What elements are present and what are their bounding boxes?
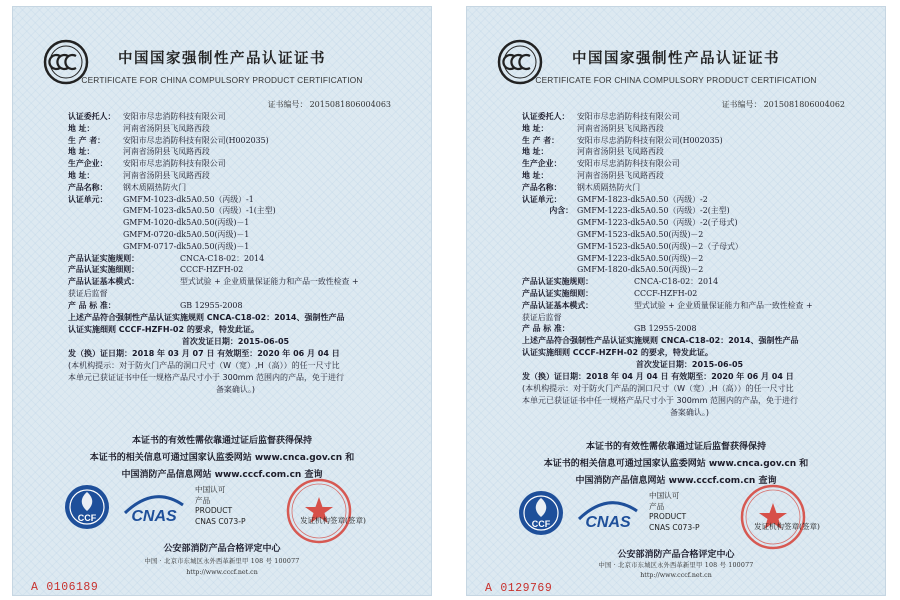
certificate-title-en: CERTIFICATE FOR CHINA COMPULSORY PRODUCT CERTIFICATION xyxy=(81,75,363,85)
first-issue-date: 首次发证日期：2015-06-05 xyxy=(635,360,744,370)
certificate-right xyxy=(466,6,886,596)
serial-number: A 0106189 xyxy=(31,581,99,594)
validity-line-2: 本证书的相关信息可通过国家认监委网站 www.cnca.gov.cn 和 xyxy=(89,453,355,463)
field-label: 产品名称： xyxy=(68,182,108,192)
certificate-title-en: CERTIFICATE FOR CHINA COMPULSORY PRODUCT CERTIFICATION xyxy=(535,75,817,85)
field-value: 河南省汤阴县飞凤路西段 xyxy=(577,170,664,180)
certificate-number-value: 2015081806004062 xyxy=(763,100,845,109)
certificate-body xyxy=(68,111,403,396)
field-label: 生产企业： xyxy=(68,159,108,169)
note-line-3: 备案确认。) xyxy=(215,384,256,394)
field-impl-detail xyxy=(68,264,403,276)
field-label: 生产企业： xyxy=(522,159,562,169)
field-unit-1 xyxy=(68,194,403,206)
field-label: 产 品 标 准： xyxy=(68,300,116,310)
field-value: 安阳市尽忠消防科技有限公司 xyxy=(577,112,680,121)
field-label: 产品认证实施规则： xyxy=(68,253,140,263)
certificate-body xyxy=(522,111,857,419)
cccf-link[interactable]: www.cccf.com.cn xyxy=(214,470,302,480)
field-producer-address xyxy=(522,146,857,158)
field-value: 河南省汤阴县飞凤路西段 xyxy=(577,147,664,157)
field-value: CCCF-HZFH-02 xyxy=(634,288,698,298)
validity-statement xyxy=(13,433,431,484)
unit-item: GMFM-1523-dk5A0.50(丙级)－2 xyxy=(577,229,704,239)
note-line-2: 本单元已获证证书中任一规格产品尺寸小于 300mm 范围内的产品，免于进行 xyxy=(68,372,344,382)
field-label: 认证单元： xyxy=(68,194,108,204)
field-value: 型式试验 + 企业质量保证能力和产品一致性检查 + xyxy=(634,300,813,310)
serial-number: A 0129769 xyxy=(485,582,553,595)
certificate-title-cn: 中国国家强制性产品认证证书 xyxy=(118,51,326,67)
validity-line-1: 本证书的有效性需依靠通过证后监督获得保持 xyxy=(131,436,312,446)
field-client xyxy=(68,111,403,123)
field-label: 产品认证基本模式： xyxy=(522,300,594,310)
certificate-number-label: 证书编号： xyxy=(721,100,762,109)
unit-item: GMFM-1820-dk5A0.50(丙级)－2 xyxy=(577,265,704,275)
conformity-statement-1: 上述产品符合强制性产品认证实施规则 CNCA-C18-02：2014、强制性产品 xyxy=(68,312,345,322)
field-label: 产品认证实施规则： xyxy=(522,277,594,287)
certificate-number xyxy=(722,99,845,110)
certificate-left xyxy=(12,6,432,596)
field-basic-mode xyxy=(68,276,403,288)
field-unit-2 xyxy=(522,205,857,217)
conformity-statement-1: 上述产品符合强制性产品认证实施规则 CNCA-C18-02：2014、强制性产品 xyxy=(522,336,799,346)
validity-line-3: 中国消防产品信息网站 www.cccf.com.cn 查询 xyxy=(121,470,323,480)
logo-row xyxy=(63,483,393,543)
field-unit-3 xyxy=(68,217,403,229)
validity-line-1: 本证书的有效性需依靠通过证后监督获得保持 xyxy=(585,442,766,452)
red-seal-icon xyxy=(737,481,809,553)
note-line-1: (本机构提示：对于防火门产品的洞口尺寸（W（宽）,H（高））的任一尺寸比 xyxy=(522,384,794,394)
field-client-address xyxy=(68,123,403,135)
field-impl-rule xyxy=(522,276,857,288)
note-line-1: (本机构提示：对于防火门产品的洞口尺寸（W（宽）,H（高））的任一尺寸比 xyxy=(68,360,340,370)
field-value: 安阳市尽忠消防科技有限公司(H002035) xyxy=(577,135,723,145)
field-value: 获证后监督 xyxy=(68,288,108,298)
unit-item: GMFM-0717-dk5A0.50(丙级)－1 xyxy=(123,241,250,251)
field-value: 钢木质隔热防火门 xyxy=(577,182,641,192)
note-line-3: 备案确认。) xyxy=(669,408,710,418)
field-producer xyxy=(522,135,857,147)
cnas-logo-icon xyxy=(121,491,187,527)
cnca-link[interactable]: www.cnca.gov.cn xyxy=(708,459,797,469)
unit-item: GMFM-1823-dk5A0.50（丙级）-2 xyxy=(577,194,708,204)
field-unit-7 xyxy=(522,264,857,276)
reissue-date: 发（换）证日期：2018 年 03 月 07 日 有效期至：2020 年 06 月 04 日 xyxy=(68,348,340,358)
field-label: 地 址： xyxy=(522,123,549,133)
field-impl-detail xyxy=(522,288,857,300)
note-line-2: 本单元已获证证书中任一规格产品尺寸小于 300mm 范围内的产品，免于进行 xyxy=(522,396,798,406)
ccf-logo-icon xyxy=(517,489,565,537)
field-value: 安阳市尽忠消防科技有限公司 xyxy=(577,159,680,169)
field-unit-4 xyxy=(68,229,403,241)
field-client xyxy=(522,111,857,123)
cnca-link[interactable]: www.cnca.gov.cn xyxy=(254,453,343,463)
field-value: 河南省汤阴县飞凤路西段 xyxy=(577,123,664,133)
field-label: 地 址： xyxy=(68,170,95,180)
validity-line-2: 本证书的相关信息可通过国家认监委网站 www.cnca.gov.cn 和 xyxy=(543,459,809,469)
unit-item: GMFM-1223-dk5A0.50(丙级)－2 xyxy=(577,253,704,263)
reissue-date: 发（换）证日期：2018 年 04 月 04 日 有效期至：2020 年 06 月 04 日 xyxy=(522,372,794,382)
field-unit-2 xyxy=(68,205,403,217)
field-basic-mode-cont xyxy=(68,288,403,300)
cnas-logo-text: CNAS xyxy=(585,514,631,531)
ccf-logo-text: CCF xyxy=(77,513,97,523)
field-value: 安阳市尽忠消防科技有限公司(H002035) xyxy=(123,135,269,145)
issuer-address: 中国 · 北京市东城区永外西革新里甲 108 号 100077 xyxy=(144,558,300,565)
red-seal-icon xyxy=(283,475,355,547)
certificate-number-value: 2015081806004063 xyxy=(309,100,391,109)
cnas-accreditation-text: 中国认可 产品 PRODUCT CNAS C073-P xyxy=(649,491,700,532)
field-unit-5 xyxy=(68,241,403,253)
field-value: 安阳市尽忠消防科技有限公司 xyxy=(123,159,226,169)
field-label: 地 址： xyxy=(68,147,95,157)
field-product-name xyxy=(522,182,857,194)
unit-item: GMFM-1223-dk5A0.50（丙级）-2(子母式) xyxy=(577,218,738,228)
issuing-authority: 公安部消防产品合格评定中心 xyxy=(163,544,281,554)
certificate-number-label: 证书编号： xyxy=(267,100,308,109)
conformity-statement-2: 认证实施细则 CCCF-HZFH-02 的要求，特发此证。 xyxy=(522,348,713,358)
field-product-name xyxy=(68,182,403,194)
field-factory-address xyxy=(522,170,857,182)
certificate-number xyxy=(268,99,391,110)
field-unit-4 xyxy=(522,229,857,241)
field-factory xyxy=(522,158,857,170)
unit-item: GMFM-0720-dk5A0.50(丙级)－1 xyxy=(123,229,250,239)
field-unit-3 xyxy=(522,217,857,229)
issuer-website[interactable]: http://www.cccf.net.cn xyxy=(640,572,712,579)
certificate-title-cn: 中国国家强制性产品认证证书 xyxy=(572,51,780,67)
seal-caption: 发证机构签章(签章) xyxy=(754,522,820,531)
field-label: 产品认证实施细则： xyxy=(522,288,594,298)
validity-statement xyxy=(467,439,885,490)
unit-item: GMFM-1023-dk5A0.50（丙级）-1 xyxy=(123,194,254,204)
logo-row xyxy=(517,489,847,549)
cccf-link[interactable]: www.cccf.com.cn xyxy=(668,476,756,486)
field-label: 认证单元： xyxy=(522,194,562,204)
unit-item: GMFM-1223-dk5A0.50（丙级）-2(主型) xyxy=(577,206,730,216)
field-unit-5 xyxy=(522,241,857,253)
field-value: 钢木质隔热防火门 xyxy=(123,182,187,192)
field-label: 地 址： xyxy=(522,147,549,157)
cnas-logo-icon xyxy=(575,497,641,533)
field-label: 产品认证实施细则： xyxy=(68,265,140,275)
field-value: 河南省汤阴县飞凤路西段 xyxy=(123,170,210,180)
issuer-website[interactable]: http://www.cccf.net.cn xyxy=(186,569,258,576)
field-producer xyxy=(68,135,403,147)
field-value: GB 12955-2008 xyxy=(180,300,243,310)
conformity-statement-2: 认证实施细则 CCCF-HZFH-02 的要求，特发此证。 xyxy=(68,324,259,334)
field-producer-address xyxy=(68,146,403,158)
field-value: CNCA-C18-02：2014 xyxy=(180,253,265,263)
field-client-address xyxy=(522,123,857,135)
field-value: 获证后监督 xyxy=(522,312,562,322)
field-label: 产品认证基本模式： xyxy=(68,277,140,287)
cnas-accreditation-text: 中国认可 产品 PRODUCT CNAS C073-P xyxy=(195,485,246,526)
field-label: 生 产 者： xyxy=(522,135,560,145)
field-unit-1 xyxy=(522,194,857,206)
field-factory xyxy=(68,158,403,170)
field-basic-mode xyxy=(522,300,857,312)
field-standard xyxy=(522,323,857,335)
first-issue-date: 首次发证日期：2015-06-05 xyxy=(181,336,290,346)
field-impl-rule xyxy=(68,253,403,265)
field-value: 安阳市尽忠消防科技有限公司 xyxy=(123,112,226,121)
field-label: 地 址： xyxy=(68,123,95,133)
issuer-address: 中国 · 北京市东城区永外西革新里甲 108 号 100077 xyxy=(598,562,754,569)
units-sub-label: 内含： xyxy=(549,206,573,216)
field-factory-address xyxy=(68,170,403,182)
field-basic-mode-cont xyxy=(522,312,857,324)
validity-line-3: 中国消防产品信息网站 www.cccf.com.cn 查询 xyxy=(575,476,777,486)
field-label: 认证委托人： xyxy=(522,112,570,121)
field-label: 产 品 标 准： xyxy=(522,324,570,334)
field-value: 河南省汤阴县飞凤路西段 xyxy=(123,147,210,157)
unit-item: GMFM-1020-dk5A0.50(丙级)－1 xyxy=(123,218,250,228)
field-label: 产品名称： xyxy=(522,182,562,192)
ccf-logo-icon xyxy=(63,483,111,531)
field-value: 河南省汤阴县飞凤路西段 xyxy=(123,123,210,133)
field-label: 认证委托人： xyxy=(68,112,116,121)
field-value: GB 12955-2008 xyxy=(634,324,697,334)
field-value: CCCF-HZFH-02 xyxy=(180,265,244,275)
issuing-authority: 公安部消防产品合格评定中心 xyxy=(617,550,735,560)
field-value: 型式试验 + 企业质量保证能力和产品一致性检查 + xyxy=(180,277,359,287)
field-label: 地 址： xyxy=(522,170,549,180)
field-value: CNCA-C18-02：2014 xyxy=(634,277,719,287)
ccf-logo-text: CCF xyxy=(531,519,551,529)
unit-item: GMFM-1023-dk5A0.50（丙级）-1(主型) xyxy=(123,206,276,216)
field-standard xyxy=(68,300,403,312)
field-unit-6 xyxy=(522,253,857,265)
seal-caption: 发证机构签章(签章) xyxy=(300,516,366,525)
unit-item: GMFM-1523-dk5A0.50(丙级)－2（子母式） xyxy=(577,241,743,251)
cnas-logo-text: CNAS xyxy=(131,508,177,525)
field-label: 生 产 者： xyxy=(68,135,106,145)
